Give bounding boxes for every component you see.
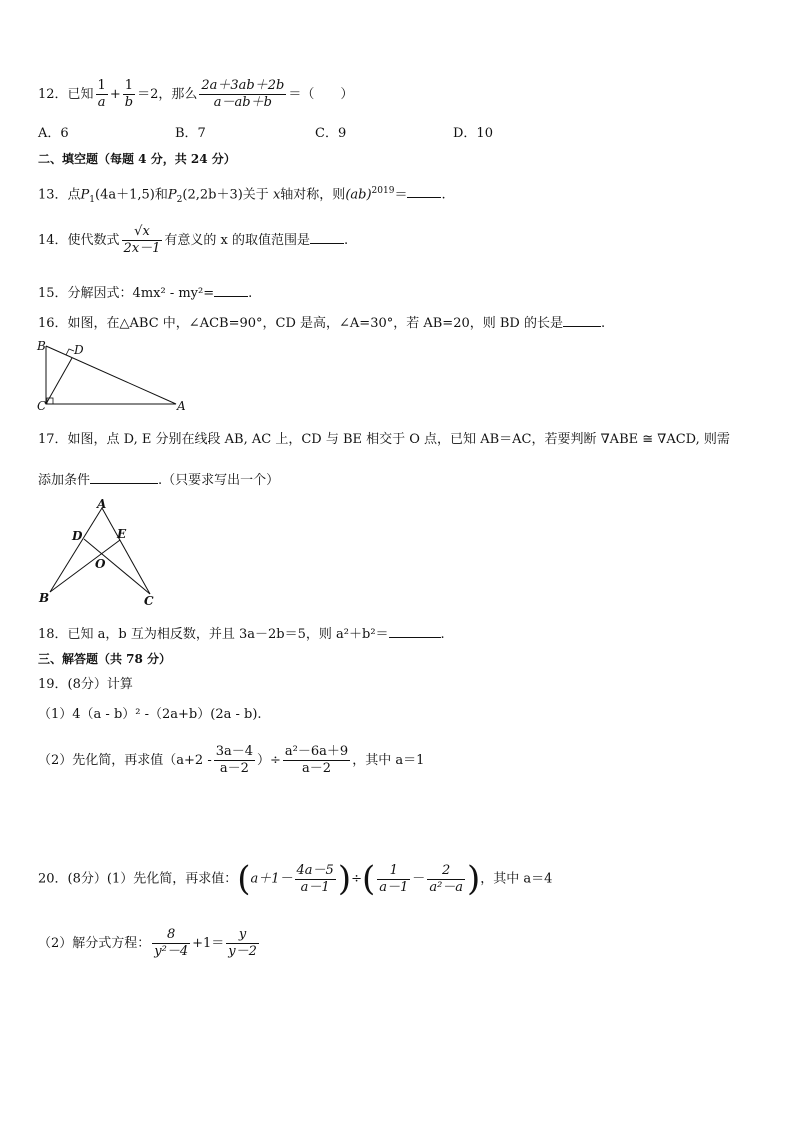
label-C: C [144, 594, 154, 608]
plus-sign: + [109, 87, 121, 102]
fraction-1-over-a: $\frac{1}{a}$ [97, 78, 106, 110]
fraction-1-over-a-1: $\frac{1}{a-1}$ [379, 862, 409, 895]
question-19-part2: （2）先化简，再求值（a+2 - $\frac{3a-4}{a-2}$ ）÷ $\frac{\text{a²－6a＋9}}{a-2}$ ，其中 a＝1 [38, 744, 425, 776]
question-18: 18．已知 a，b 互为相反数，并且 3a－2b＝5，则 a²＋b²＝ . [38, 623, 445, 644]
label-D: D [72, 529, 83, 543]
answer-blank[interactable] [563, 312, 601, 327]
question-19-part1: （1）4（a - b）² -（2a+b）(2a - b). [38, 707, 262, 722]
fraction-sqrt-x: $\frac{√x}{2x-1}$ [123, 224, 161, 256]
fraction-1-over-b: $\frac{1}{b}$ [124, 78, 134, 110]
answer-blank[interactable] [389, 623, 441, 638]
label-O: O [95, 557, 106, 571]
fraction-8-over-y2-4: $\frac{8}{\text{y²－4}}$ [154, 927, 189, 959]
label-B: B [37, 339, 46, 353]
question-19-title: 19．(8分）计算 [38, 677, 133, 692]
fraction-2-over-a2-a: $\frac{2}{\text{a²－a}}$ [429, 862, 464, 895]
q12-equals: ＝2，那么 [137, 87, 198, 102]
label-A: A [97, 497, 107, 511]
question-14: 14．使代数式 $\frac{√x}{2x-1}$ 有意义的 x 的取值范围是 . [38, 224, 349, 256]
section-2-heading: 二、填空题（每题 4 分，共 24 分） [38, 152, 236, 166]
q12-answer-paren: ＝（ ） [288, 87, 354, 102]
fraction-3a-4: $\frac{3a-4}{a-2}$ [215, 744, 254, 776]
question-16: 16．如图，在△ABC 中，∠ACB=90°，CD 是高，∠A=30°，若 AB=20，则 BD 的长是 . [38, 312, 605, 333]
option-b: B．7 [175, 126, 206, 141]
question-12 [38, 78, 353, 111]
option-d: D．10 [453, 126, 493, 141]
question-17-line2: 添加条件 .（只要求写出一个） [38, 469, 279, 490]
question-17-line1: 17．如图，点 D, E 分别在线段 AB, AC 上，CD 与 BE 相交于 O 点，已知 AB＝AC，若要判断 ∇ABE ≅ ∇ACD, 则需 [38, 432, 730, 447]
triangle-figure-16 [34, 338, 194, 418]
question-20-part1: 20．(8分）(1）先化简，再求值：(a＋1－ $\frac{4a-5}{a-1}$ )÷( $\frac{1}{a-1}$ － $\frac{2}{\text{a²－a}}$ )，其中 a＝4 [38, 859, 553, 899]
fraction-y-over-y-2: $\frac{y}{y-2}$ [228, 927, 257, 959]
label-A: A [177, 399, 186, 413]
label-C: C [37, 399, 47, 413]
option-c: C．9 [315, 126, 347, 141]
option-a: A．6 [38, 126, 69, 141]
answer-blank[interactable] [214, 282, 248, 297]
triangle-figure-17 [36, 496, 166, 611]
question-15: 15．分解因式：4mx² - my²= . [38, 282, 252, 303]
q12-prefix: 12．已知 [38, 87, 94, 102]
answer-blank[interactable] [407, 183, 441, 198]
q12-options [38, 125, 758, 143]
question-13: 13．点$P_1(4a+1,5)$和$P_2(2,2b+3)$关于 x轴对称，则(ab)$^{2019}$＝ . [38, 182, 446, 209]
fraction-4a-5: $\frac{4a-5}{a-1}$ [296, 862, 334, 895]
section-3-heading: 三、解答题（共 78 分） [38, 652, 172, 666]
question-20-part2: （2）解分式方程： $\frac{8}{\text{y²－4}}$ +1＝ $\frac{y}{y-2}$ [38, 927, 257, 959]
fraction-expression: $\frac{2a+3ab+2b}{a-ab+b}$ [201, 78, 285, 110]
label-D: D [74, 343, 84, 357]
answer-blank[interactable] [310, 229, 344, 244]
answer-blank[interactable] [90, 469, 158, 484]
fraction-a2-6a-9: $\frac{\text{a²－6a＋9}}{a-2}$ [284, 744, 349, 776]
label-E: E [117, 527, 127, 541]
label-B: B [39, 591, 50, 605]
